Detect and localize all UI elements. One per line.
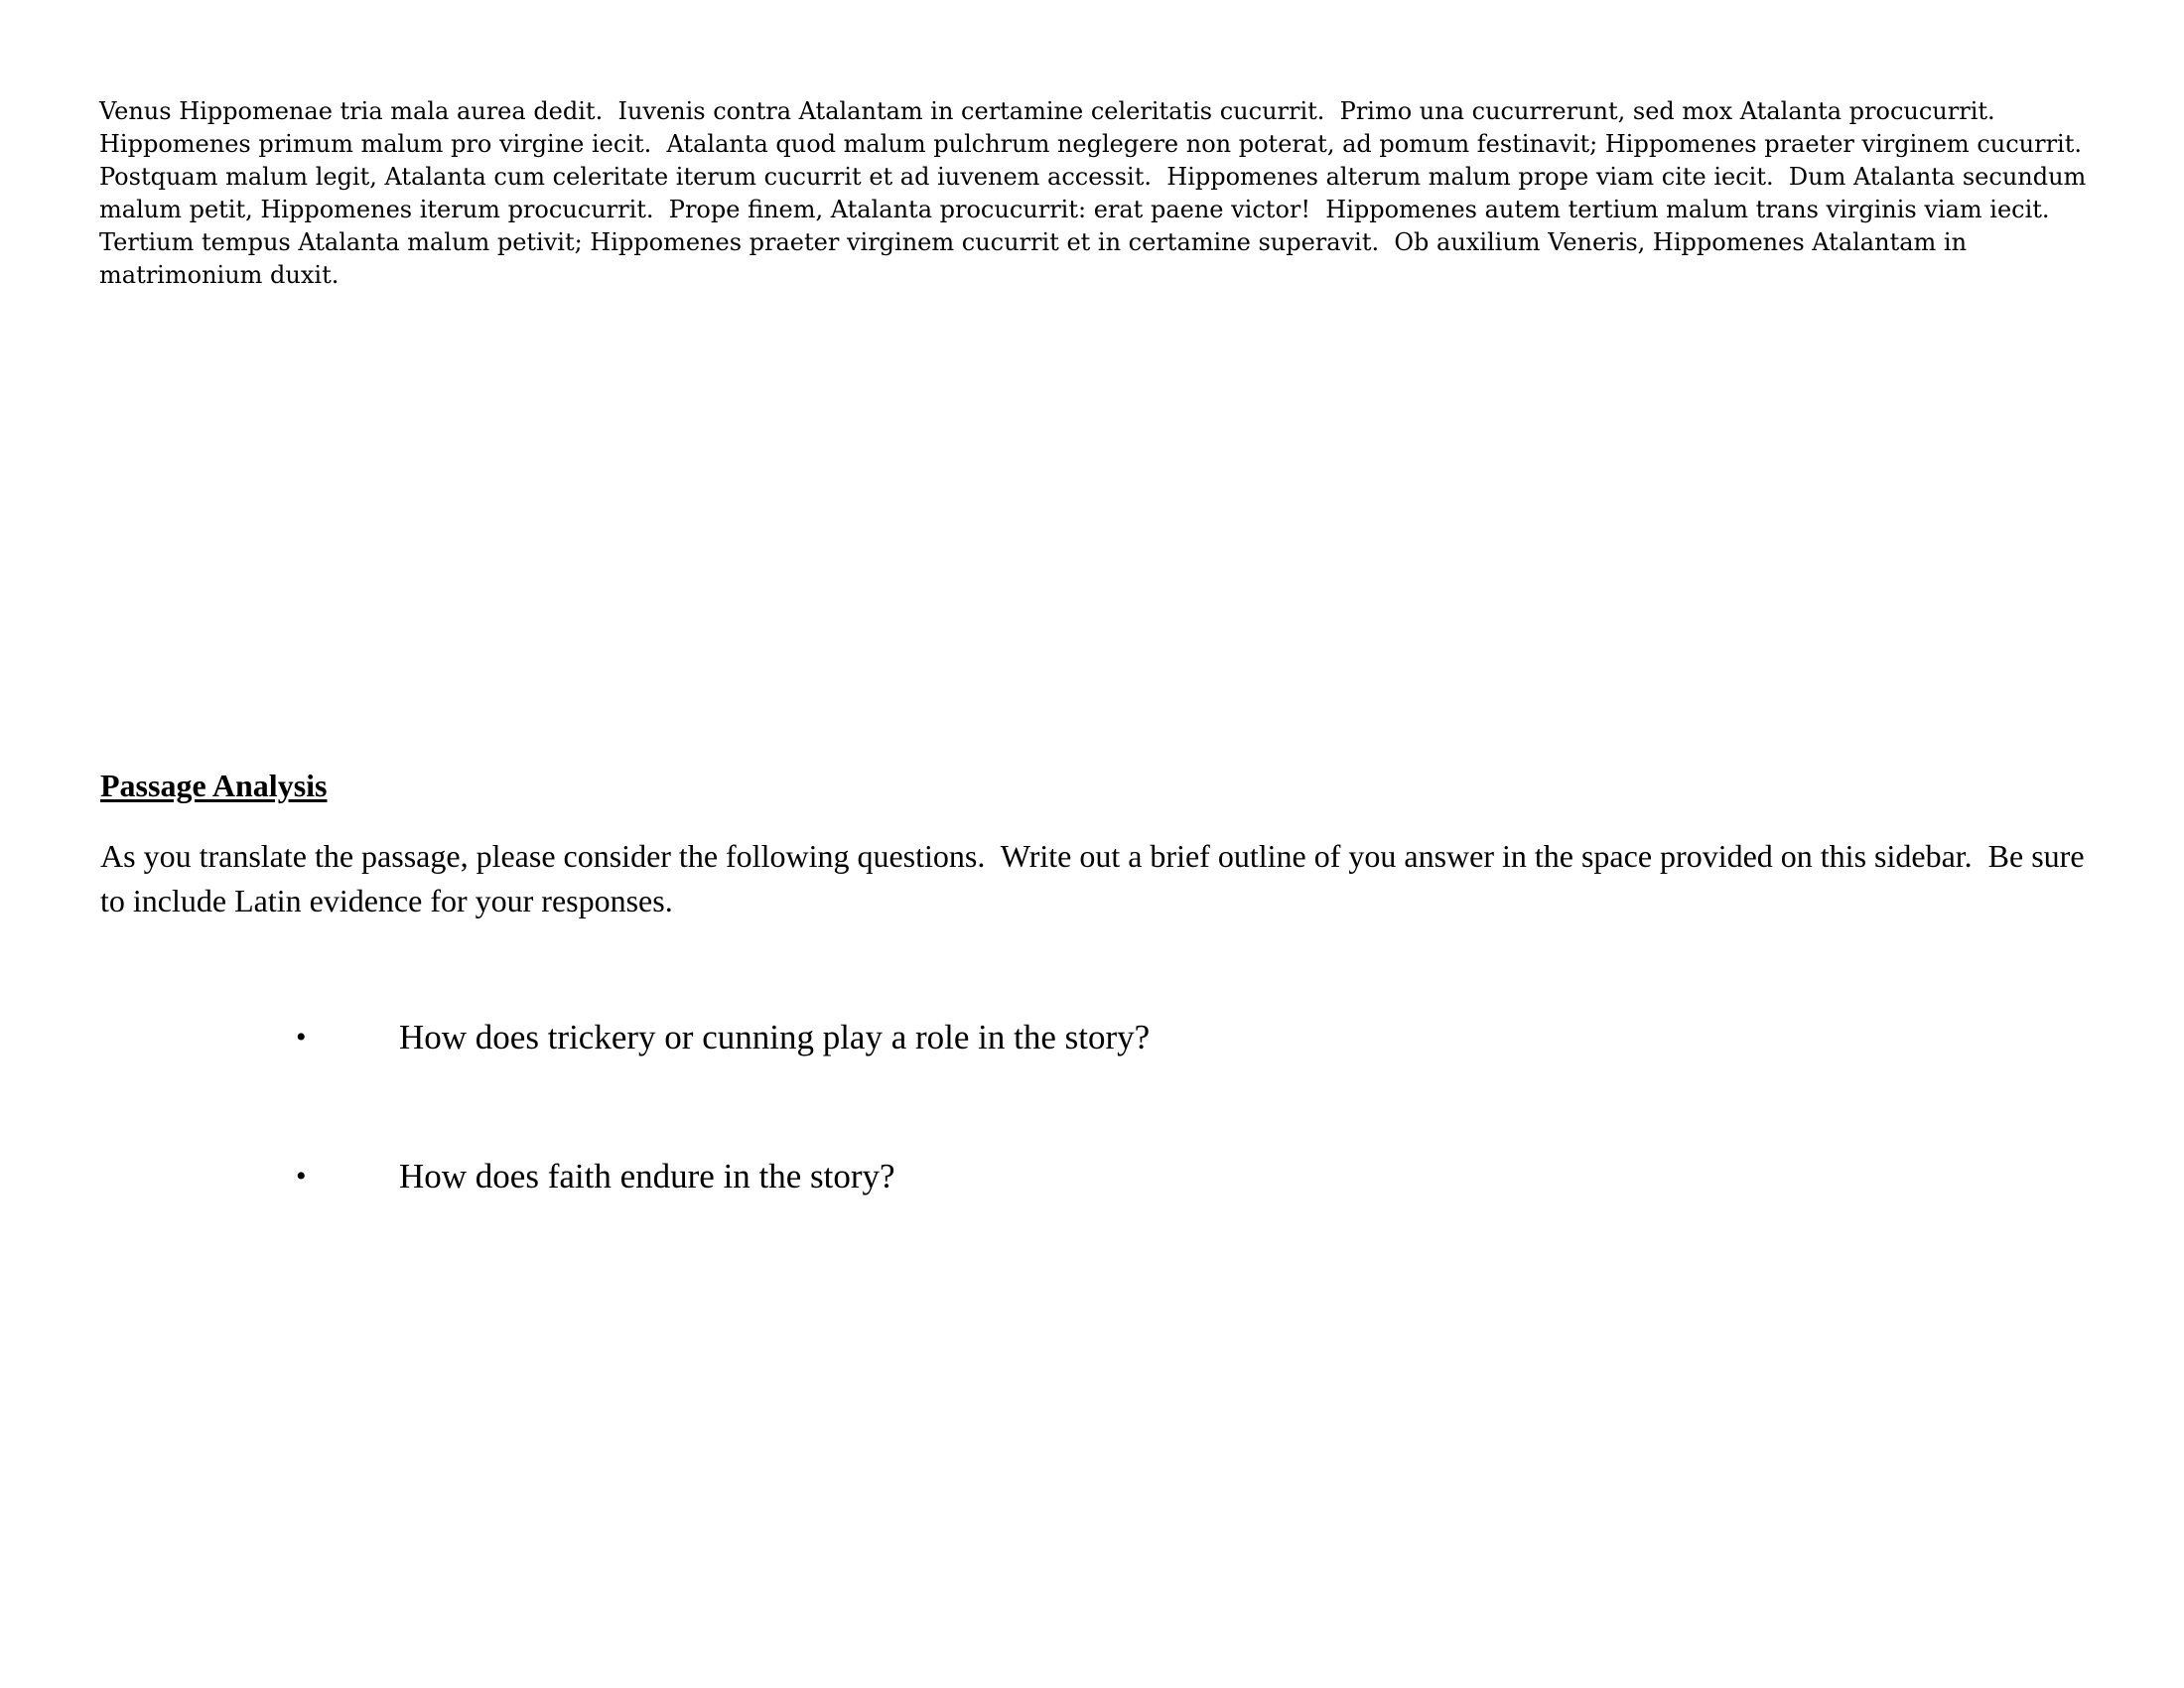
latin-passage: Venus Hippomenae tria mala aurea dedit. Iuvenis contra Atalantam in certamine celeritatis cucurrit. Primo una cucurrerunt, sed mox Atalanta procucurrit. Hippomenes primum malum pro virgine iecit. Atalanta quod malum pulchrum neglegere non poterat, ad pomum festinavit; Hippomenes praeter virginem cucurrit. Postquam malum legit, Atalanta cum celeritate iterum cucurrit et ad iuvenem accessit. Hippomenes alterum malum prope viam cite iecit. Dum Atalanta secundum malum petit, Hippomenes iterum procucurrit. Prope finem, Atalanta procucurrit: erat paene victor! Hippomenes autem tertium malum trans virginis viam iecit. Tertium tempus Atalanta malum petivit; Hippomenes praeter virginem cucurrit et in certamine superavit. Ob auxilium Veneris, Hippomenes Atalantam in matrimonium duxit. — [99, 97, 2098, 289]
bullet-icon: • — [296, 1021, 307, 1054]
section-heading: Passage Analysis — [100, 768, 328, 803]
question-text: How does trickery or cunning play a role in the story? — [399, 1018, 1151, 1056]
question-list — [0, 1015, 2184, 1293]
question-text: How does faith endure in the story? — [399, 1157, 895, 1196]
instructions-paragraph: As you translate the passage, please consider the following questions. Write out a brief outline of you answer in the space provided on this sidebar. Be sure to include Latin evidence for your responses. — [100, 838, 2093, 918]
bullet-icon: • — [296, 1160, 307, 1193]
question-item — [0, 1015, 2184, 1154]
question-item — [0, 1154, 2184, 1293]
